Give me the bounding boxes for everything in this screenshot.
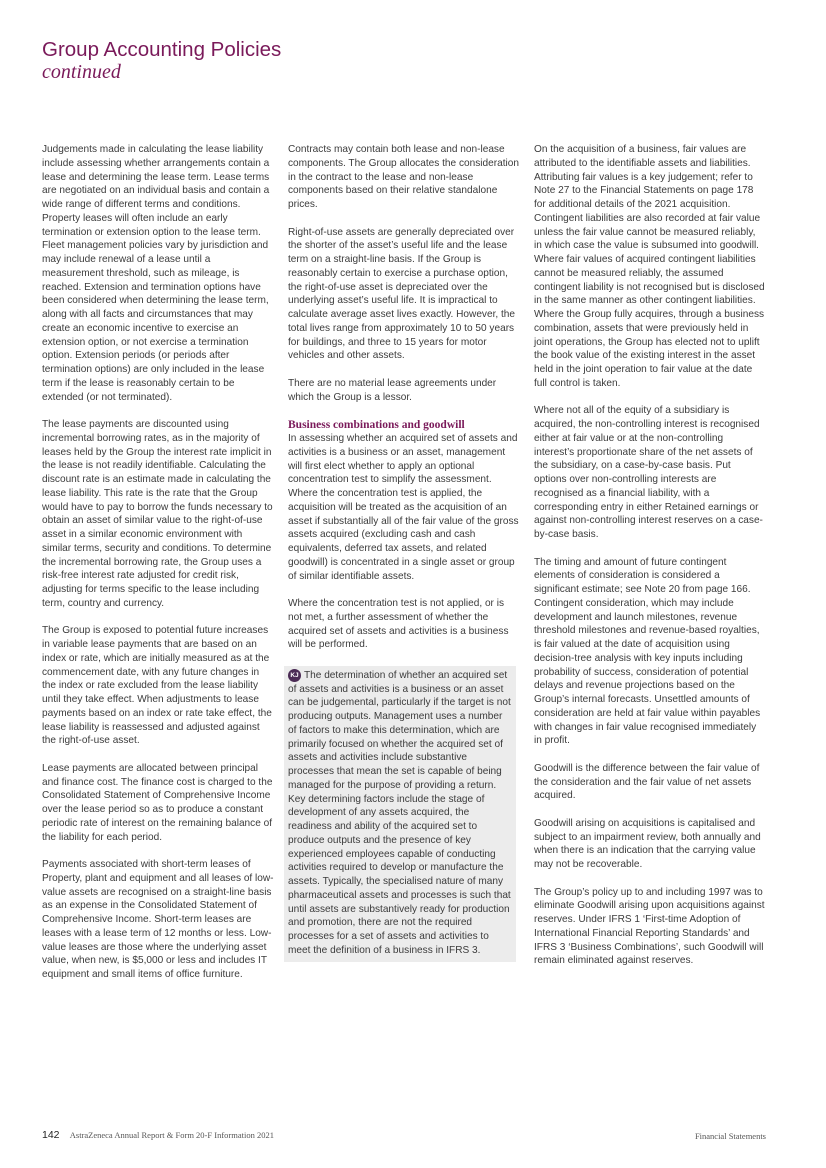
paragraph: In assessing whether an acquired set of assets and activities is a business or an asset, management will first elect whether to apply an optional concentration test to simplify the assessment. Where the concentration test is applied, the acquisition will be treated as the acquisition of an asset if substantially all of the fair value of the gross assets acquired (excluding cash and cash equivalents, deferred tax assets, and related goodwill) is concentrated in a single asset or group of similar identifiable assets. bbox=[288, 433, 519, 582]
paragraph: Contracts may contain both lease and non-lease components. The Group allocates the consideration in the contract to the lease and non-lease components based on their relative standalone prices. bbox=[288, 144, 519, 210]
page-footer bbox=[42, 1129, 766, 1141]
page-title bbox=[42, 38, 281, 84]
section-name: Financial Statements bbox=[694, 1131, 766, 1141]
paragraph: Payments associated with short-term leases of Property, plant and equipment and all leases of low-value assets are recognised on a straight-line basis as an expense in the Consolidated Statement of Comprehensive Income. Short-term leases are leases with a lease term of 12 months or less. Low-value leases are those where the underlying asset value, when new, is $5,000 or less and includes IT equipment and small items of office furniture. bbox=[42, 859, 274, 980]
paragraph: There are no material lease agreements under which the Group is a lessor. bbox=[288, 377, 497, 403]
paragraph: The Group is exposed to potential future increases in variable lease payments that are based on an index or rate, which are initially measured as at the commencement date, with any future changes in the index or rate excluded from the lease liability until they take effect. When adjustments to lease payments based on an index or rate take effect, the lease liability is reassessed and adjusted against the right-of-use asset. bbox=[42, 625, 272, 747]
paragraph: Right-of-use assets are generally depreciated over the shorter of the asset’s useful life and the lease term on a straight-line basis. If the Group is reasonably certain to exercise a purchase option, the right-of-use asset is depreciated over the underlying asset’s useful life. It is impractical to calculate average asset lives exactly. However, the total lives range from approximately 10 to 50 years for buildings, and three to 15 years for motor vehicles and other assets. bbox=[288, 226, 516, 362]
page-subtitle: continued bbox=[42, 61, 121, 83]
key-judgement-text: The determination of whether an acquired set of assets and activities is a business or an asset can be judgemental, particularly if the target is not producing outputs. Management uses a number of factors to make this determination, which are primarily focused on whether the acquired set of assets and activities include substantive processes that mean the set is capable of being managed for the purpose of providing a return. Key determining factors include the stage of development of any assets acquired, the readiness and ability of the acquired set to produce outputs and the presence of key experienced employees capable of conducting activities required to develop or manufacture the assets. Typically, the specialised nature of many pharmaceutical assets and processes is such that until assets are substantively ready for production and promotion, there are not the required processes for a set of assets and activities to meet the definition of a business in IFRS 3. bbox=[288, 669, 511, 956]
paragraph: The lease payments are discounted using incremental borrowing rates, as in the majority of leases held by the Group the interest rate implicit in the lease is not readily identifiable. Calculating the discount rate is an estimate made in calculating the lease liability. This rate is the rate that the Group would have to pay to borrow the funds necessary to obtain an asset of similar value to the right-of-use asset in a similar economic environment with similar terms, security and conditions. To determine the incremental borrowing rate, the Group uses a risk-free interest rate adjusted for credit risk, adjusting for terms specific to the lease including term, country and currency. bbox=[42, 419, 273, 609]
page-title-text: Group Accounting Policies bbox=[42, 38, 282, 61]
paragraph: Lease payments are allocated between principal and finance cost. The finance cost is charged to the Consolidated Statement of Comprehensive Income over the lease period so as to produce a constant periodic rate of interest on the remaining balance of the liability for each period. bbox=[42, 762, 273, 843]
text-column-3 bbox=[534, 143, 766, 982]
paragraph: On the acquisition of a business, fair values are attributed to the identifiable assets and liabilities. Attributing fair values is a key judgement; refer to Note 27 to the Financial Statements on page 178 for additional details of the 2021 acquisition. Contingent liabilities are also recorded at fair value unless the fair value cannot be measured reliably, in which case the value is subsumed into goodwill. Where fair values of acquired contingent liabilities cannot be measured reliably, the assumed contingent liability is not recognised but is disclosed in the same manner as other contingent liabilities. Where the Group fully acquires, through a business combination, assets that were previously held in joint operations, the Group has elected not to uplift the book value of the existing interest in the asset held in the joint operation to fair value at the date full control is taken. bbox=[534, 144, 765, 389]
paragraph: The timing and amount of future contingent elements of consideration is considered a significant estimate; see Note 20 from page 166. Contingent consideration, which may include development and launch milestones, revenue threshold milestones and revenue-based royalties, is fair valued at the date of acquisition using decision-tree analysis with key inputs including probability of success, consideration of potential delays and revenue projections based on the Group’s internal forecasts. Unsettled amounts of consideration are held at fair value within payables with changes in fair value recognised immediately in profit. bbox=[534, 556, 761, 747]
paragraph: Where not all of the equity of a subsidiary is acquired, the non-controlling interest is recognised either at fair value or at the non-controlling interest’s proportionate share of the net assets of the subsidiary, on a case-by-case basis. Put options over non-controlling interests are recognised as a financial liability, with a corresponding entry in either Retained earnings or against non-controlling interest reserves on a case-by-case basis. bbox=[534, 405, 763, 540]
page-number: 142 bbox=[42, 1129, 60, 1141]
paragraph: Where the concentration test is not applied, or is not met, a further assessment of whether the acquired set of assets and activities is a business will be performed. bbox=[288, 598, 509, 651]
paragraph: Judgements made in calculating the lease liability include assessing whether arrangements contain a lease and determining the lease term. Lease terms are negotiated on an individual basis and contain a wide range of different terms and conditions. Property leases will often include an early termination or extension option to the lease term. Fleet management policies vary by jurisdiction and may include renewal of a lease until a measurement threshold, such as mileage, is reached. Extension and termination options have been considered when determining the lease term, along with all facts and circumstances that may create an economic incentive to exercise an extension option, or not exercise a termination option. Extension periods (or periods after termination options) are only included in the lease term if the lease is reasonably certain to be extended (or not terminated). bbox=[42, 144, 270, 403]
key-judgement-box bbox=[284, 666, 516, 962]
publication-title: AstraZeneca Annual Report & Form 20-F Information 2021 bbox=[69, 1130, 274, 1140]
text-column-1 bbox=[42, 143, 274, 996]
paragraph: Goodwill arising on acquisitions is capitalised and subject to an impairment review, both annually and when there is an indication that the carrying value may not be recoverable. bbox=[534, 817, 761, 870]
key-judgement-icon: KJ bbox=[288, 669, 301, 682]
section-heading: Business combinations and goodwill bbox=[288, 419, 465, 431]
paragraph: Goodwill is the difference between the fair value of the consideration and the fair value of net assets acquired. bbox=[534, 762, 760, 802]
paragraph: The Group’s policy up to and including 1997 was to eliminate Goodwill arising upon acquisitions against reserves. Under IFRS 1 ‘First-time Adoption of International Financial Reporting Standards’ and IFRS 3 ‘Business Combinations’, such Goodwill will remain eliminated against reserves. bbox=[534, 886, 765, 967]
text-column-2 bbox=[288, 143, 520, 962]
